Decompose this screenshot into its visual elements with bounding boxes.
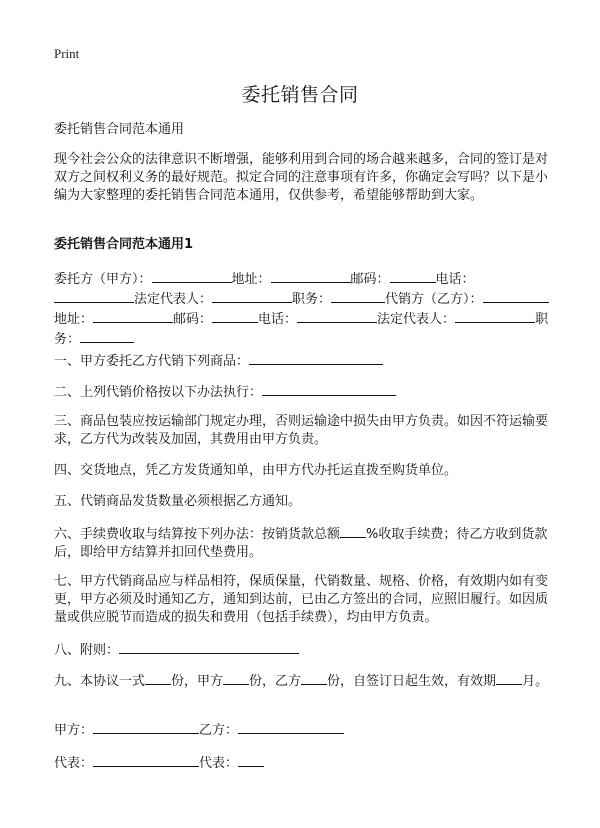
position-label: 职务： [292,292,332,307]
position-blank [331,289,385,303]
section-heading: 委托销售合同范本通用1 [54,237,194,252]
document-subtitle: 委托销售合同范本通用 [54,122,185,137]
client-blank [152,269,232,283]
phone-label: 电话： [435,272,475,287]
clause-8-text: 八、附则： [54,643,120,658]
clause-3: 三、商品包装应按运输部门规定办理，否则运输途中损失由甲方负责。如因不符运输要求，乙方代为改装及加固，其费用由甲方负责。 [54,414,549,447]
print-link[interactable]: Print [54,46,80,61]
address-label: 地址： [231,272,271,287]
party-b-label: 乙方： [199,723,239,738]
client-label: 委托方（甲方）： [54,272,152,287]
clause-9-blank-1 [145,671,171,685]
address2-label: 地址： [54,312,94,327]
clause-6 [54,524,550,562]
party-b-blank [238,720,344,734]
address2-blank [93,309,173,323]
clause-9-text-e: 月。 [522,674,549,689]
clause-9-blank-2 [223,671,249,685]
agent-label: 代销方（乙方）： [385,292,483,307]
intro-paragraph: 现今社会公众的法律意识不断增强，能够利用到合同的场合越来越多，合同的签订是对双方之间权利义务的最好规范。拟定合同的注意事项有许多，你确定会写吗？以下是小编为大家整理的委托销售合同范本通用，仅供参考，希望能够帮助到大家。 [54,152,549,203]
clause-1-blank [249,351,383,365]
clause-2-blank [262,382,396,396]
clause-8-blank [119,640,299,654]
party-info [54,269,550,349]
clause-8 [54,640,550,660]
clause-9-blank-4 [496,671,522,685]
rep-a-blank [93,753,199,767]
clause-9-text-c: 份，乙方 [249,674,302,689]
legal-rep2-blank [455,309,535,323]
rep-b-label: 代表： [199,756,239,771]
clause-9-text-a: 九、本协议一式 [54,674,146,689]
clause-1 [54,351,550,371]
legal-rep-blank [212,289,292,303]
phone2-label: 电话： [258,312,298,327]
party-a-label: 甲方： [54,723,94,738]
postcode2-label: 邮码： [173,312,213,327]
postcode2-blank [212,309,258,323]
clause-5: 五、代销商品发货数量必须根据乙方通知。 [54,494,302,509]
signature-parties [54,720,550,740]
position2-label: 职务： [54,312,549,347]
clause-6-blank [340,524,366,538]
clause-2 [54,382,550,402]
rep-b-blank [238,753,264,767]
clause-9-text-b: 份，甲方 [171,674,224,689]
clause-4: 四、交货地点，凭乙方发货通知单，由甲方代办托运直拨至购货单位。 [54,463,458,478]
clause-9-blank-3 [301,671,327,685]
clause-7: 七、甲方代销商品应与样品相符，保质保量，代销数量、规格、价格，有效期内如有变更，甲方必须及时通知乙方，通知到达前，已由乙方签出的合同，应照旧履行。如因质量或供应脱节而造成的损失和费用（包括手续费），均由甲方负责。 [54,574,549,625]
clause-6-text-b: %收取手续费；待乙方收到货款后，即给甲方结算并扣回代垫费用。 [54,527,548,560]
position2-blank [80,329,134,343]
clause-2-text: 二、上列代销价格按以下办法执行： [54,385,263,400]
postcode-label: 邮码： [350,272,390,287]
rep-a-label: 代表： [54,756,94,771]
agent-blank [483,289,549,303]
signature-reps [54,753,550,773]
legal-rep-label: 法定代表人： [134,292,213,307]
phone2-blank [297,309,377,323]
legal-rep2-label: 法定代表人： [377,312,456,327]
clause-1-text: 一、甲方委托乙方代销下列商品： [54,354,250,369]
phone-blank [54,289,134,303]
document-title: 委托销售合同 [241,84,359,106]
clause-9 [54,671,550,691]
address-blank [271,269,351,283]
party-a-blank [93,720,199,734]
clause-6-text-a: 六、手续费收取与结算按下列办法：按销货款总额 [54,527,341,542]
clause-9-text-d: 份，自签订日起生效，有效期 [327,674,497,689]
postcode-blank [390,269,436,283]
